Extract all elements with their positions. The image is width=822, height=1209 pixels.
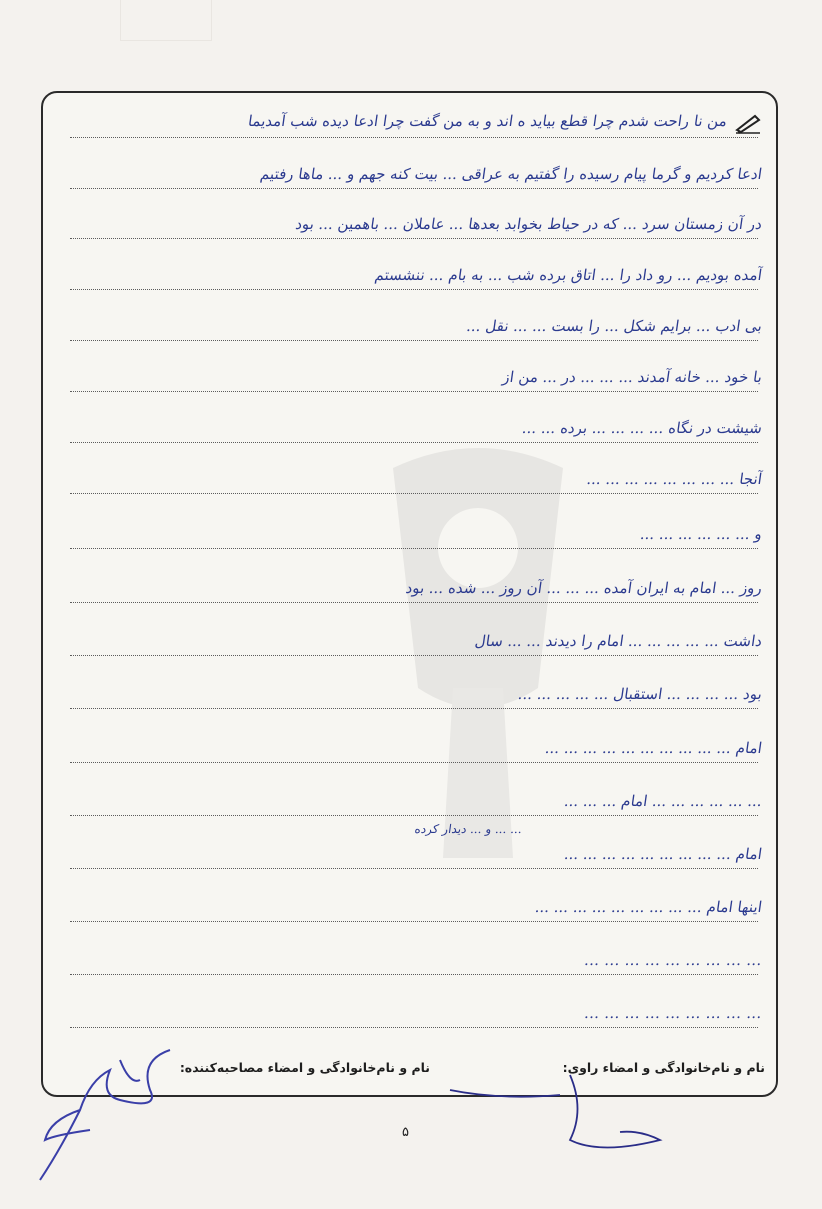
rule-line [70,602,758,603]
rule-line [70,655,758,656]
handwritten-line: در آن زمستان سرد ... که در حیاط بخوابد بعدها ... عاملان ... باهمین ... بود [294,215,764,233]
handwritten-line: شیشت در نگاه ... ... ... ... برده ... ... [520,419,764,437]
rule-line [70,137,758,138]
rule-line [70,238,758,239]
rule-line [70,1027,758,1028]
handwritten-line: بی ادب ... برایم شکل ... را بست ... ... نقل ... [465,317,764,335]
rule-line [70,340,758,341]
rule-line [70,974,758,975]
rule-line [70,289,758,290]
handwritten-line: ... ... ... ... ... ... ... ... ... [583,1004,764,1022]
interviewer-signature-icon [440,1070,670,1160]
top-stamp [120,0,212,41]
pen-icon [735,112,761,134]
handwritten-line: امام ... ... ... ... ... ... ... ... ... [563,845,764,863]
narrator-signature-icon [20,1040,220,1190]
rule-line [70,868,758,869]
handwritten-line: امام ... ... ... ... ... ... ... ... ... ... [543,739,764,757]
page-number: ۵ [402,1125,409,1140]
rule-line [70,188,758,189]
rule-line [70,815,758,816]
handwritten-line: و ... ... ... ... ... ... [639,525,764,543]
rule-line [70,548,758,549]
narrator-signature-label: نام و نام‌خانوادگی و امضاء راوی: [562,1060,765,1075]
rule-line [70,921,758,922]
handwritten-line: ... ... ... ... ... ... امام ... ... ... [563,792,764,810]
rule-line [70,442,758,443]
handwritten-line: با خود ... خانه آمدند ... ... ... در ... من از [501,368,764,386]
handwritten-line: بود ... ... ... ... استقبال ... ... ... ... ... [516,685,764,703]
interviewer-signature-label: نام و نام‌خانوادگی و امضاء مصاحبه‌کننده: [179,1060,430,1075]
handwritten-line: آنجا ... ... ... ... ... ... ... ... [585,470,764,488]
rule-line [70,391,758,392]
handwritten-line: روز ... امام به ایران آمده ... ... ... آن روز ... شده ... بود [404,579,764,597]
handwritten-line: ادعا کردیم و گرما پیام رسیده را گفتیم به عراقی ... بیت کنه جهم و ... ماها رفتیم [259,165,764,183]
rule-line [70,708,758,709]
rule-line [70,762,758,763]
handwritten-line: اینها امام ... ... ... ... ... ... ... ... ... [533,898,764,916]
handwritten-line: من نا راحت شدم چرا قطع بیاید ه ‌اند و به من گفت چرا ادعا دیده شب آمدیما [246,112,729,130]
handwritten-line: داشت ... ... ... ... ... امام را دیدند ... ... سال [473,632,764,650]
rule-line [70,493,758,494]
insertion-note: ... ... و ... دیدار کرده [413,822,523,836]
handwritten-line: ... ... ... ... ... ... ... ... ... [583,951,764,969]
handwritten-line: آمده بودیم ... رو داد را ... اتاق برده شب ... به بام ... ننشستم [373,266,764,284]
